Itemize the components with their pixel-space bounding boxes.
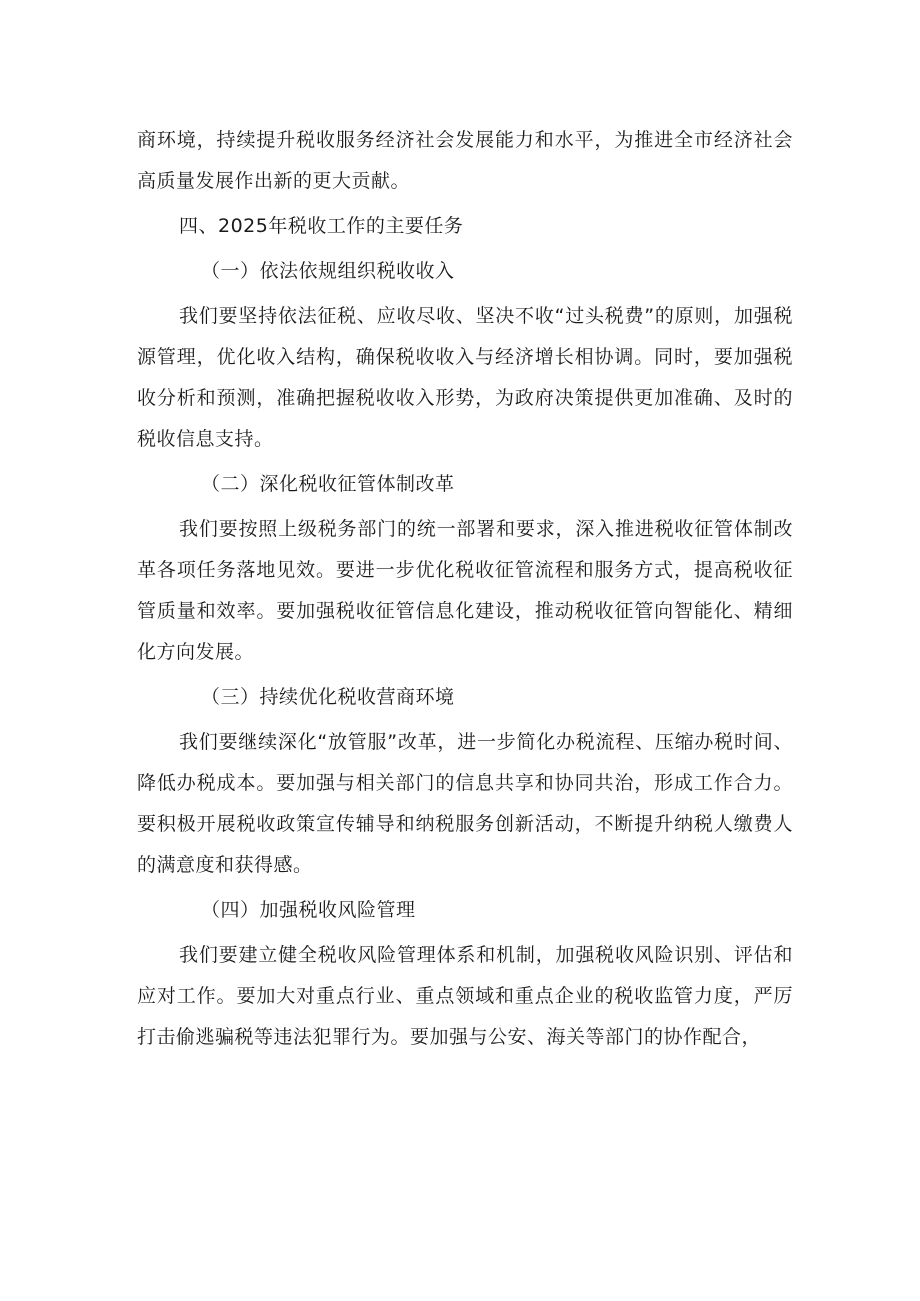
subheading-risk-management: （四）加强税收风险管理 bbox=[201, 899, 416, 921]
paragraph-tax-revenue: 我们要坚持依法征税、应收尽收、坚决不收“过头税费”的原则，加强税源管理，优化收入结构，确保税收收入与经济增长相协调。同时，要加强税收分析和预测，准确把握税收收入形势，为政府决策提供更加准确、及时的税收信息支持。 bbox=[137, 305, 793, 450]
section-heading-main-tasks: 四、2025年税收工作的主要任务 bbox=[179, 215, 464, 237]
paragraph-collection-reform: 我们要按照上级税务部门的统一部署和要求，深入推进税收征管体制改革各项任务落地见效。要进一步优化税收征管流程和服务方式，提高税收征管质量和效率。要加强税收征管信息化建设，推动税收征管向智能化、精细化方向发展。 bbox=[137, 518, 793, 663]
subheading-collection-reform: （二）深化税收征管体制改革 bbox=[201, 473, 455, 495]
document-body bbox=[137, 120, 793, 1062]
paragraph-risk-management: 我们要建立健全税收风险管理体系和机制，加强税收风险识别、评估和应对工作。要加大对重点行业、重点领域和重点企业的税收监管力度，严厉打击偷逃骗税等违法犯罪行为。要加强与公安、海关等部门的协作配合， bbox=[137, 944, 793, 1048]
subheading-tax-revenue: （一）依法依规组织税收收入 bbox=[201, 260, 455, 282]
subheading-business-environment: （三）持续优化税收营商环境 bbox=[201, 686, 455, 708]
paragraph-intro-continuation: 商环境，持续提升税收服务经济社会发展能力和水平，为推进全市经济社会高质量发展作出新的更大贡献。 bbox=[137, 129, 793, 192]
paragraph-business-environment: 我们要继续深化“放管服”改革，进一步简化办税流程、压缩办税时间、降低办税成本。要加强与相关部门的信息共享和协同共治，形成工作合力。要积极开展税收政策宣传辅导和纳税服务创新活动，不断提升纳税人缴费人的满意度和获得感。 bbox=[137, 731, 793, 876]
